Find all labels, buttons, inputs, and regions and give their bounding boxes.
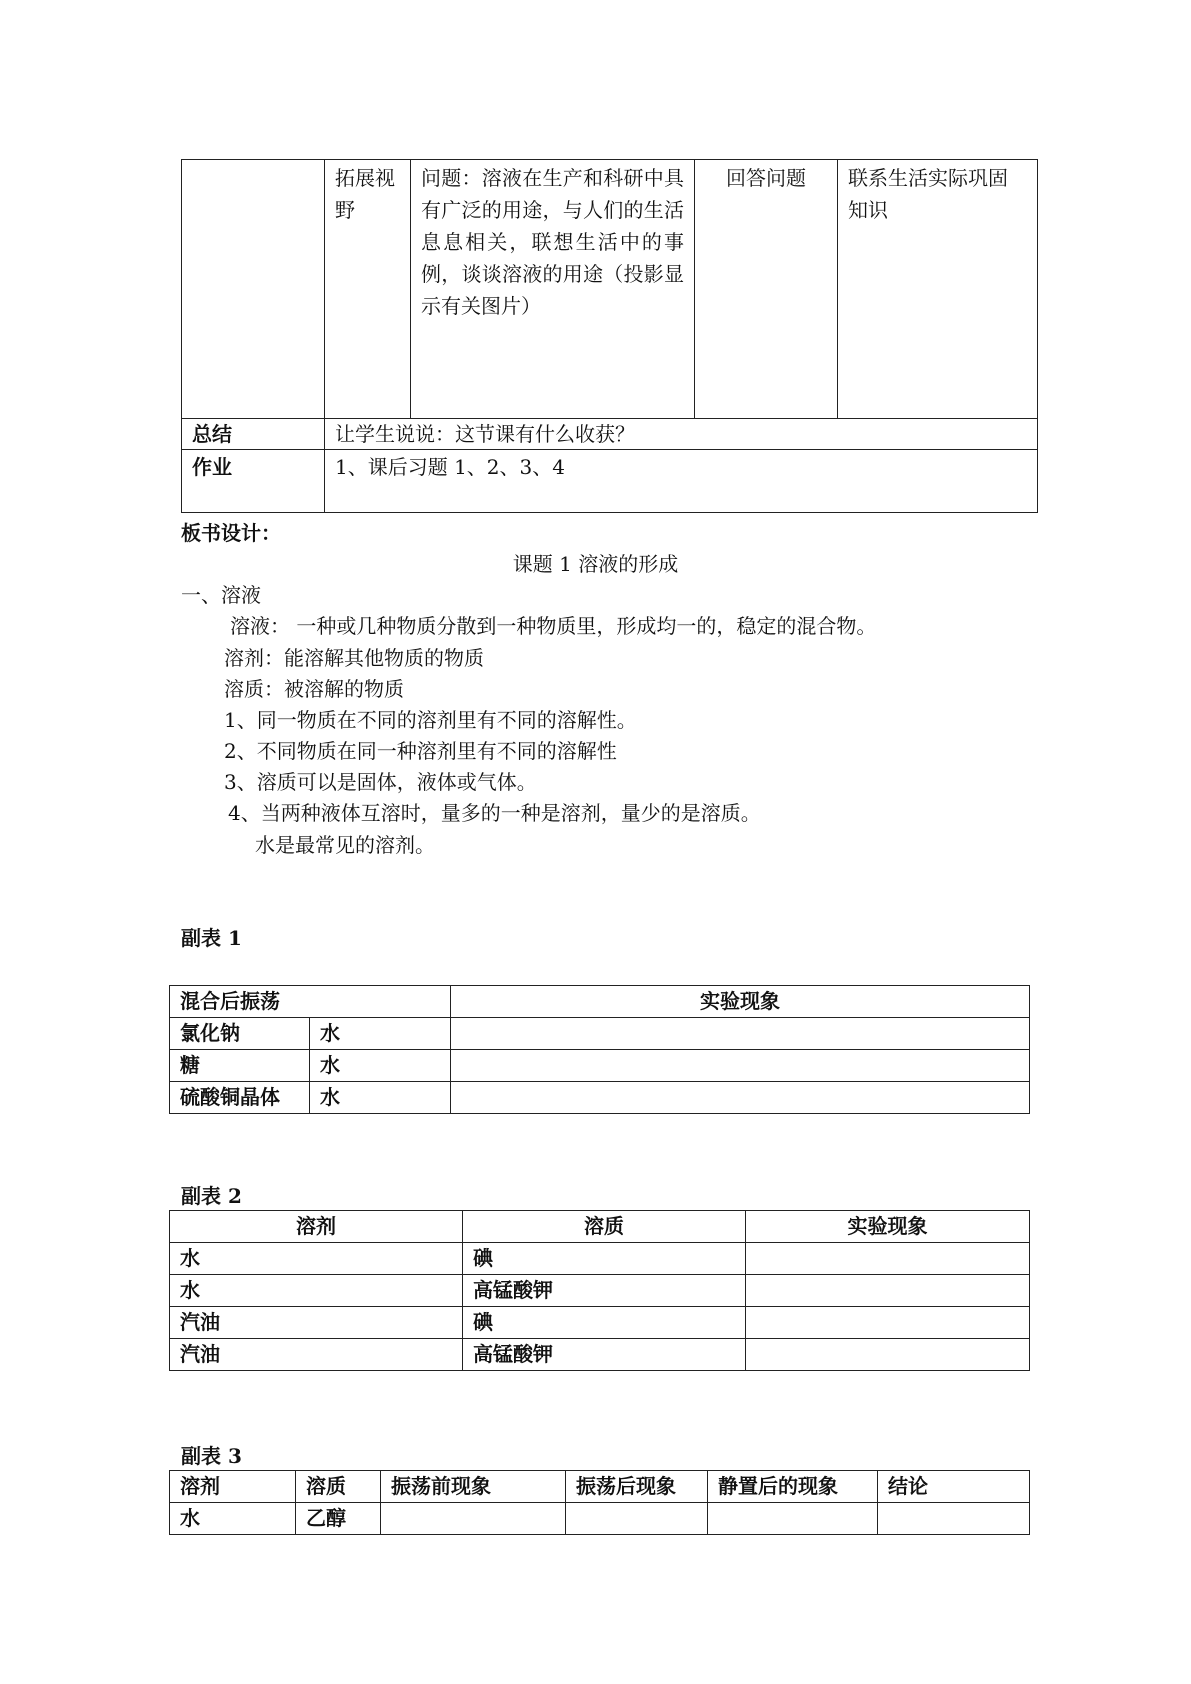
summary-label: 总结 bbox=[182, 419, 325, 450]
cell-substance: 氯化钠 bbox=[170, 1018, 310, 1050]
cell-phenomenon bbox=[451, 1082, 1030, 1114]
header-solvent: 溶剂 bbox=[170, 1211, 463, 1243]
board-heading: 板书设计： bbox=[181, 521, 281, 545]
cell-phenomenon bbox=[746, 1339, 1030, 1371]
cell-solvent: 汽油 bbox=[170, 1307, 463, 1339]
sub3-title: 副表 3 bbox=[181, 1444, 242, 1468]
table-header-row bbox=[170, 986, 1030, 1018]
board-line-point-1: 1、同一物质在不同的溶剂里有不同的溶解性。 bbox=[224, 708, 637, 732]
cell-conclusion bbox=[878, 1503, 1030, 1535]
homework-text: 1、课后习题 1、2、3、4 bbox=[325, 450, 1038, 513]
table-header-row bbox=[170, 1471, 1030, 1503]
cell-solute: 乙醇 bbox=[296, 1503, 381, 1535]
header-solvent: 溶剂 bbox=[170, 1471, 296, 1503]
header-conclusion: 结论 bbox=[878, 1471, 1030, 1503]
header-phenomenon: 实验现象 bbox=[746, 1211, 1030, 1243]
table-row bbox=[170, 1275, 1030, 1307]
cell-solvent: 水 bbox=[310, 1018, 451, 1050]
table-row bbox=[170, 1307, 1030, 1339]
sub1-title: 副表 1 bbox=[181, 926, 242, 950]
cell-solvent: 水 bbox=[310, 1082, 451, 1114]
cell-solvent: 水 bbox=[170, 1503, 296, 1535]
cell-solute: 碘 bbox=[463, 1307, 746, 1339]
cell-solute: 高锰酸钾 bbox=[463, 1275, 746, 1307]
lesson-row-extension bbox=[182, 160, 1038, 419]
board-line-point-3: 3、溶质可以是固体，液体或气体。 bbox=[224, 770, 537, 794]
cell-solute: 高锰酸钾 bbox=[463, 1339, 746, 1371]
cell-solute: 碘 bbox=[463, 1243, 746, 1275]
cell-before-shake bbox=[381, 1503, 566, 1535]
board-line-water: 水是最常见的溶剂。 bbox=[255, 833, 435, 857]
board-line-solution: 溶液： 一种或几种物质分散到一种物质里，形成均一的，稳定的混合物。 bbox=[230, 614, 877, 638]
board-line-point-2: 2、不同物质在同一种溶剂里有不同的溶解性 bbox=[224, 739, 617, 763]
cell-solvent: 水 bbox=[170, 1243, 463, 1275]
lesson-section-cell: 拓展视野 bbox=[325, 160, 411, 419]
table-row bbox=[170, 1503, 1030, 1535]
cell-phenomenon bbox=[746, 1307, 1030, 1339]
header-solute: 溶质 bbox=[463, 1211, 746, 1243]
lesson-row-homework bbox=[182, 450, 1038, 513]
table-row bbox=[170, 1243, 1030, 1275]
sub-table-3 bbox=[169, 1470, 1030, 1535]
homework-label: 作业 bbox=[182, 450, 325, 513]
cell-phenomenon bbox=[451, 1018, 1030, 1050]
header-solute: 溶质 bbox=[296, 1471, 381, 1503]
summary-text: 让学生说说：这节课有什么收获？ bbox=[325, 419, 1038, 450]
lesson-plan-table bbox=[181, 159, 1038, 513]
teacher-activity-cell: 问题：溶液在生产和科研中具有广泛的用途，与人们的生活息息相关，联想生活中的事例，谈谈溶液的用途（投影显示有关图片） bbox=[411, 160, 695, 419]
design-intent-cell: 联系生活实际巩固知识 bbox=[838, 160, 1038, 419]
sub-table-2 bbox=[169, 1210, 1030, 1371]
cell-phenomenon bbox=[746, 1275, 1030, 1307]
header-mix-shake: 混合后振荡 bbox=[170, 986, 451, 1018]
board-title: 课题 1 溶液的形成 bbox=[512, 552, 679, 576]
header-after-shake: 振荡后现象 bbox=[566, 1471, 708, 1503]
cell-after-standing bbox=[708, 1503, 878, 1535]
table-row bbox=[170, 1339, 1030, 1371]
board-line-solvent: 溶剂：能溶解其他物质的物质 bbox=[224, 646, 484, 670]
cell-solvent: 汽油 bbox=[170, 1339, 463, 1371]
table-header-row bbox=[170, 1211, 1030, 1243]
board-section-heading: 一、溶液 bbox=[181, 583, 261, 607]
cell-after-shake bbox=[566, 1503, 708, 1535]
student-activity-cell: 回答问题 bbox=[695, 160, 838, 419]
cell-substance: 硫酸铜晶体 bbox=[170, 1082, 310, 1114]
table-row bbox=[170, 1082, 1030, 1114]
lesson-blank-cell bbox=[182, 160, 325, 419]
header-phenomenon: 实验现象 bbox=[451, 986, 1030, 1018]
board-line-solute: 溶质：被溶解的物质 bbox=[224, 677, 404, 701]
header-before-shake: 振荡前现象 bbox=[381, 1471, 566, 1503]
sub2-title: 副表 2 bbox=[181, 1184, 242, 1208]
board-line-point-4: 4、当两种液体互溶时，量多的一种是溶剂，量少的是溶质。 bbox=[228, 801, 761, 825]
cell-solvent: 水 bbox=[170, 1275, 463, 1307]
header-after-standing: 静置后的现象 bbox=[708, 1471, 878, 1503]
table-row bbox=[170, 1050, 1030, 1082]
cell-phenomenon bbox=[451, 1050, 1030, 1082]
lesson-row-summary bbox=[182, 419, 1038, 450]
cell-phenomenon bbox=[746, 1243, 1030, 1275]
cell-substance: 糖 bbox=[170, 1050, 310, 1082]
cell-solvent: 水 bbox=[310, 1050, 451, 1082]
table-row bbox=[170, 1018, 1030, 1050]
sub-table-1 bbox=[169, 985, 1030, 1114]
